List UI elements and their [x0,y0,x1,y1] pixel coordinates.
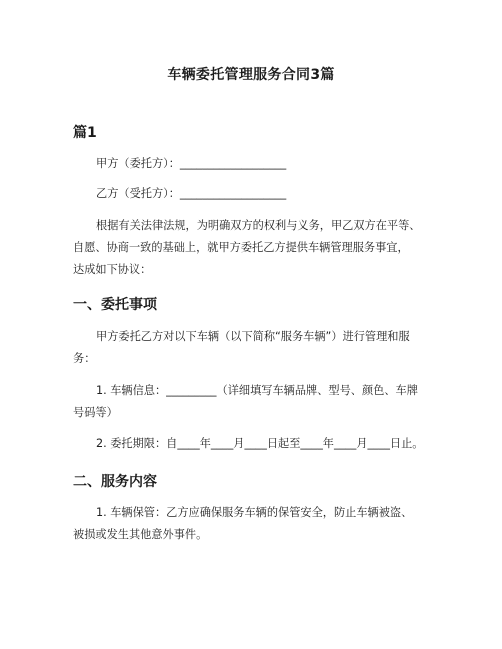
section1-item1-line-2: 号码等） [73,406,118,419]
section1-intro-line-1: 甲方委托乙方对以下车辆（以下简称“服务车辆”）进行管理和服 [96,330,410,343]
section2-item1-line-1: 1. 车辆保管：乙方应确保服务车辆的保管安全，防止车辆被盗、 [96,506,413,519]
section1-item1-line-1: 1. 车辆信息：_________（详细填写车辆品牌、型号、颜色、车牌 [96,384,418,397]
section1-item2-line: 2. 委托期限：自____年____月____日起至____年____月____日止。 [96,437,424,450]
party-b-line: 乙方（受托方）：___________________ [96,187,287,200]
section-heading-1: 一、委托事项 [73,297,157,313]
section2-item1-line-2: 被损或发生其他意外事件。 [73,528,208,541]
preamble-line-1: 根据有关法律法规，为明确双方的权利与义务，甲乙双方在平等、 [96,219,421,232]
part-heading: 篇1 [73,125,97,141]
section1-intro-line-2: 务： [73,352,96,365]
section-heading-2: 二、服务内容 [73,474,157,490]
party-a-line: 甲方（委托方）：___________________ [96,157,287,170]
preamble-line-3: 达成如下协议： [73,263,152,276]
document-title: 车辆委托管理服务合同3篇 [167,67,335,83]
preamble-line-2: 自愿、协商一致的基础上，就甲方委托乙方提供车辆管理服务事宜， [73,241,409,254]
